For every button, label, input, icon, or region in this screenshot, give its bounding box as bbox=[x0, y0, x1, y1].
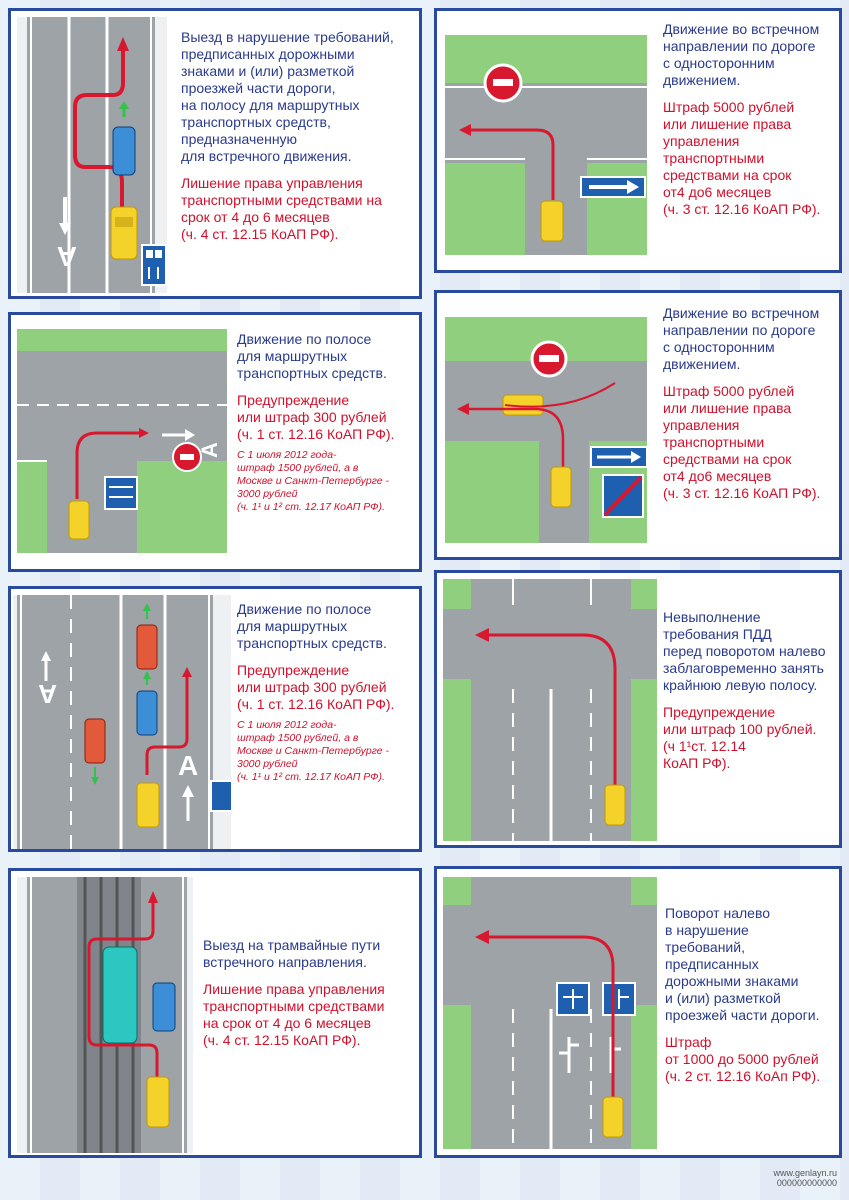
panel-text bbox=[203, 937, 417, 1049]
penalty-text: Лишение права управления транспортными средствами на срок от 4 до 6 месяцев (ч. 4 ст. 12.15 КоАП РФ). bbox=[203, 981, 385, 1048]
panel-oneway-opposite-1 bbox=[434, 8, 842, 273]
road-illustration bbox=[17, 877, 193, 1153]
footer bbox=[773, 1168, 837, 1188]
penalty-text: Предупреждение или штраф 300 рублей (ч. 1 ст. 12.16 КоАП РФ). bbox=[237, 662, 395, 712]
panel-oncoming-bus-lane bbox=[8, 8, 422, 299]
violation-description: Движение по полосе для маршрутных транспортных средств. bbox=[237, 601, 387, 651]
svg-text:А: А bbox=[56, 241, 77, 272]
svg-text:А: А bbox=[178, 750, 199, 781]
panel-bus-lane-1 bbox=[8, 312, 422, 572]
panel-text bbox=[663, 305, 839, 502]
road-illustration bbox=[17, 329, 227, 553]
violation-description: Невыполнение требования ПДД перед поворотом налево заблаговременно занять крайнюю левую полосу. bbox=[663, 609, 826, 693]
road-illustration bbox=[13, 595, 231, 849]
road-illustration bbox=[443, 877, 657, 1149]
panel-text bbox=[181, 29, 417, 243]
footer-code: 000000000000 bbox=[776, 1178, 837, 1188]
svg-text:А: А bbox=[38, 679, 57, 709]
panel-left-turn-signs bbox=[434, 866, 842, 1158]
penalty-text: Лишение права управления транспортными средствами на срок от 4 до 6 месяцев (ч. 4 ст. 12.15 КоАП РФ). bbox=[181, 175, 382, 242]
violation-description: Выезд в нарушение требований, предписанных дорожными знаками и (или) разметкой проезжей части дороги, на полосу для маршрутных транспортных средств, предназначенную для встречного движения. bbox=[181, 29, 394, 164]
panel-text bbox=[665, 905, 841, 1085]
panel-left-turn-lane bbox=[434, 570, 842, 848]
penalty-text: Предупреждение или штраф 300 рублей (ч. 1 ст. 12.16 КоАП РФ). bbox=[237, 392, 395, 442]
penalty-text: Штраф от 1000 до 5000 рублей (ч. 2 ст. 12.16 КоАп РФ). bbox=[665, 1034, 821, 1084]
road-illustration bbox=[445, 317, 647, 543]
penalty-text: Штраф 5000 рублей или лишение права управления транспортными средствами на срок от4 до6 месяцев (ч. 3 ст. 12.16 КоАП РФ). bbox=[663, 99, 821, 217]
violation-description: Движение по полосе для маршрутных транспортных средств. bbox=[237, 331, 387, 381]
penalty-text: Предупреждение или штраф 100 рублей. (ч 1¹ст. 12.14 КоАП РФ). bbox=[663, 704, 817, 771]
panel-tram-tracks bbox=[8, 868, 422, 1158]
violation-description: Поворот налево в нарушение требований, предписанных дорожными знаками и (или) разметкой проезжей части дороги. bbox=[665, 905, 820, 1023]
panel-oneway-opposite-2 bbox=[434, 290, 842, 560]
svg-text:А: А bbox=[197, 442, 222, 458]
violation-description: Движение во встречном направлении по дороге с односторонним движением. bbox=[663, 305, 820, 372]
note-text: С 1 июля 2012 года- штраф 1500 рублей, а в Москве и Санкт-Петербурге - 3000 рублей (ч. 1¹ и 1² ст. 12.17 КоАП РФ). bbox=[237, 449, 390, 513]
panel-text bbox=[237, 601, 422, 784]
penalty-text: Штраф 5000 рублей или лишение права управления транспортными средствами на срок от4 до6 месяцев (ч. 3 ст. 12.16 КоАП РФ). bbox=[663, 383, 821, 501]
footer-site: www.genlayn.ru bbox=[773, 1168, 837, 1178]
violation-description: Движение во встречном направлении по дороге с односторонним движением. bbox=[663, 21, 820, 88]
note-text: С 1 июля 2012 года- штраф 1500 рублей, а в Москве и Санкт-Петербурге - 3000 рублей (ч. 1¹ и 1² ст. 12.17 КоАП РФ). bbox=[237, 719, 390, 783]
road-illustration bbox=[17, 17, 167, 293]
panel-bus-lane-2 bbox=[8, 586, 422, 852]
violation-description: Выезд на трамвайные пути встречного направления. bbox=[203, 937, 381, 970]
road-illustration bbox=[443, 579, 657, 841]
panel-text bbox=[663, 21, 839, 218]
panel-text bbox=[663, 609, 839, 772]
panel-text bbox=[237, 331, 422, 514]
road-illustration bbox=[445, 35, 647, 255]
